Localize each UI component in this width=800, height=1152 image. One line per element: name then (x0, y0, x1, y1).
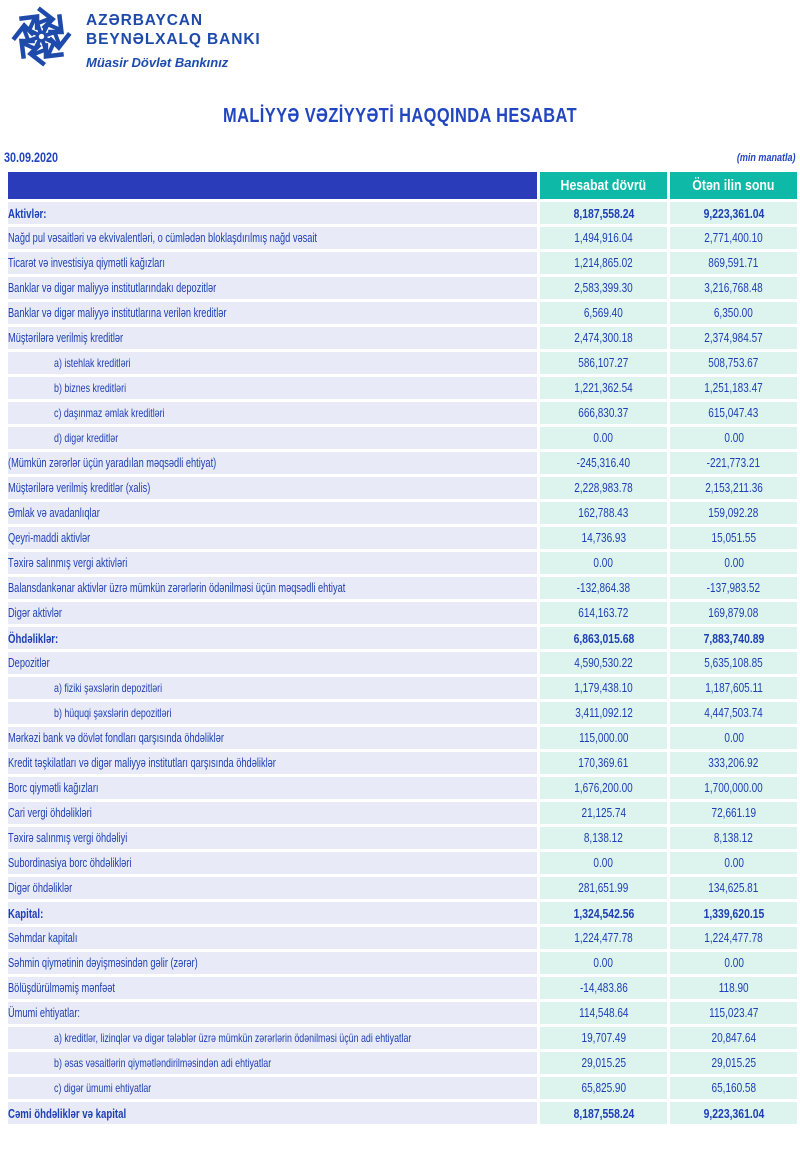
row-value-current (540, 377, 668, 399)
row-label-text: Mərkəzi bank və dövlət fondları qarşısında öhdəliklər (8, 731, 224, 745)
row-value-current (540, 827, 668, 849)
row-value-current (540, 402, 668, 424)
row-value-current-text: 162,788.43 (578, 506, 629, 520)
row-label-text: Bölüşdürülməmiş mənfəət (8, 981, 115, 995)
table-row (8, 1102, 797, 1124)
row-value-current (540, 952, 668, 974)
row-label-text: Müştərilərə verilmiş kreditlər (xalis) (8, 481, 151, 495)
row-value-current (540, 502, 668, 524)
row-value-previous-text: 15,051.55 (711, 531, 756, 545)
row-value-current-text: 14,736.93 (581, 531, 626, 545)
row-label-text: Təxirə salınmış vergi öhdəliyi (8, 831, 128, 845)
row-value-previous-text: 134,625.81 (708, 881, 759, 895)
table-row (8, 1052, 797, 1074)
table-row (8, 852, 797, 874)
row-value-current (540, 1052, 668, 1074)
row-value-current-text: 29,015.25 (581, 1056, 626, 1070)
row-label-text: b) hüquqi şəxslərin depozitləri (54, 706, 172, 720)
row-label-text: d) digər kreditlər (54, 431, 119, 445)
row-label (8, 527, 537, 549)
row-label (8, 552, 537, 574)
table-row (8, 1002, 797, 1024)
row-label (8, 227, 537, 249)
row-value-previous (670, 677, 797, 699)
row-value-previous (670, 627, 797, 649)
table-row (8, 752, 797, 774)
report-date: 30.09.2020 (4, 150, 59, 165)
row-value-current (540, 527, 668, 549)
row-value-previous-text: 508,753.67 (708, 356, 759, 370)
row-label-text: Kredit təşkilatları və digər maliyyə institutları qarşısında öhdəliklər (8, 756, 276, 770)
column-header-current (540, 172, 668, 199)
row-label (8, 977, 537, 999)
row-value-current-text: -132,864.38 (576, 581, 631, 595)
row-label (8, 902, 537, 924)
row-label-text: Balansdankənar aktivlər üzrə mümkün zərərlərin ödənilməsi üçün məqsədli ehtiyat (8, 581, 346, 595)
row-value-previous (670, 302, 797, 324)
row-label (8, 652, 537, 674)
row-label (8, 677, 537, 699)
row-value-previous (670, 577, 797, 599)
table-row (8, 502, 797, 524)
row-value-current (540, 777, 668, 799)
table-row (8, 677, 797, 699)
table-row (8, 827, 797, 849)
row-value-previous (670, 702, 797, 724)
row-label-text: Səhmin qiymətinin dəyişməsindən gəlir (zərər) (8, 956, 198, 970)
row-value-previous-text: 65,160.58 (711, 1081, 756, 1095)
bank-tagline: Müasir Dövlət Bankınız (86, 54, 229, 70)
row-value-current (540, 227, 668, 249)
row-value-current (540, 627, 668, 649)
row-label (8, 852, 537, 874)
table-row (8, 727, 797, 749)
row-value-previous-text: 0.00 (723, 731, 744, 745)
row-value-previous (670, 252, 797, 274)
row-value-previous-text: 0.00 (723, 556, 744, 570)
row-label-text: Səhmdar kapitalı (8, 931, 78, 945)
report-meta (4, 146, 796, 165)
table-header-row (8, 172, 797, 199)
table-row (8, 477, 797, 499)
row-value-previous-text: 615,047.43 (708, 406, 759, 420)
row-label (8, 927, 537, 949)
row-value-current (540, 727, 668, 749)
row-value-previous-text: 0.00 (723, 431, 744, 445)
table-row (8, 452, 797, 474)
row-value-current-text: 8,187,558.24 (573, 205, 635, 221)
row-label (8, 352, 537, 374)
unit-note: (min manatla) (737, 152, 796, 164)
row-value-current-text: 1,179,438.10 (574, 681, 633, 695)
row-label-text: c) digər ümumi ehtiyatlar (54, 1081, 152, 1095)
row-value-previous-text: 4,447,503.74 (704, 706, 763, 720)
row-value-previous (670, 552, 797, 574)
row-value-current (540, 752, 668, 774)
table-row (8, 327, 797, 349)
row-value-current (540, 927, 668, 949)
row-value-previous (670, 952, 797, 974)
row-value-previous (670, 227, 797, 249)
row-value-previous-text: 333,206.92 (708, 756, 759, 770)
brand-header (8, 3, 261, 70)
row-value-current-text: 3,411,092.12 (574, 706, 633, 720)
row-value-current-text: 586,107.27 (578, 356, 629, 370)
table-row (8, 402, 797, 424)
row-label (8, 202, 537, 224)
row-value-current-text: 6,863,015.68 (573, 630, 635, 646)
table-row (8, 577, 797, 599)
row-value-current-text: 1,324,542.56 (573, 905, 635, 921)
table-row (8, 652, 797, 674)
row-label-text: Cəmi öhdəliklər və kapital (8, 1105, 127, 1121)
row-value-current (540, 252, 668, 274)
financial-statement-table (5, 169, 800, 1127)
row-label-text: Qeyri-maddi aktivlər (8, 531, 91, 545)
table-row (8, 377, 797, 399)
table-row (8, 277, 797, 299)
row-value-previous (670, 877, 797, 899)
row-value-current-text: 0.00 (593, 856, 614, 870)
row-label (8, 1102, 537, 1124)
column-header-previous-label: Ötən ilin sonu (692, 177, 775, 194)
row-label (8, 702, 537, 724)
row-value-current-text: 2,583,399.30 (574, 281, 633, 295)
row-label (8, 302, 537, 324)
row-value-previous-text: 1,339,620.15 (703, 905, 765, 921)
row-label-text: Nağd pul vəsaitləri və ekvivalentləri, o cümlədən bloklaşdırılmış nağd vəsait (8, 231, 318, 245)
table-row (8, 627, 797, 649)
row-value-current (540, 352, 668, 374)
row-label (8, 577, 537, 599)
row-value-previous (670, 402, 797, 424)
row-value-current (540, 477, 668, 499)
header-spacer-cell (8, 172, 537, 199)
row-value-current (540, 977, 668, 999)
row-label-text: Subordinasiya borc öhdəlikləri (8, 856, 132, 870)
row-value-current (540, 1102, 668, 1124)
table-body (8, 202, 797, 1124)
row-value-current-text: 0.00 (593, 956, 614, 970)
row-label-text: Digər aktivlər (8, 606, 62, 620)
row-value-current (540, 1027, 668, 1049)
row-label (8, 877, 537, 899)
row-value-previous (670, 827, 797, 849)
row-value-previous-text: 0.00 (723, 956, 744, 970)
row-label-text: Təxirə salınmış vergi aktivləri (8, 556, 128, 570)
row-value-previous-text: 1,187,605.11 (704, 681, 763, 695)
row-label-text: b) əsas vəsaitlərin qiymətləndirilməsindən adi ehtiyatlar (54, 1056, 272, 1070)
row-value-previous (670, 427, 797, 449)
row-value-current (540, 677, 668, 699)
table-row (8, 527, 797, 549)
row-value-current (540, 327, 668, 349)
row-label (8, 752, 537, 774)
row-value-previous-text: 869,591.71 (708, 256, 759, 270)
row-value-current-text: 2,474,300.18 (574, 331, 633, 345)
row-value-previous-text: 29,015.25 (711, 1056, 756, 1070)
table-row (8, 602, 797, 624)
row-value-current-text: -245,316.40 (576, 456, 631, 470)
row-value-previous-text: -221,773.21 (707, 456, 761, 470)
row-value-current-text: 6,569.40 (584, 306, 624, 320)
row-value-current (540, 1002, 668, 1024)
table-row (8, 902, 797, 924)
row-value-previous-text: 5,635,108.85 (704, 656, 763, 670)
table-row (8, 802, 797, 824)
row-value-previous (670, 852, 797, 874)
row-label (8, 827, 537, 849)
row-value-previous (670, 352, 797, 374)
row-value-previous-text: 2,374,984.57 (704, 331, 763, 345)
row-label-text: a) kreditlər, lizinqlər və digər tələblər üzrə mümkün zərərlərin ödənilməsi üçün adi ehtiyatlar (54, 1031, 412, 1045)
row-value-current-text: -14,483.86 (579, 981, 628, 995)
row-value-current (540, 427, 668, 449)
table-row (8, 777, 797, 799)
row-label-text: c) daşınmaz əmlak kreditləri (54, 406, 165, 420)
row-label (8, 252, 537, 274)
row-value-previous-text: 72,661.19 (711, 806, 756, 820)
row-value-current (540, 1077, 668, 1099)
row-value-previous (670, 602, 797, 624)
row-label-text: Ticarət və investisiya qiymətli kağızları (8, 256, 165, 270)
table-row (8, 427, 797, 449)
table-row (8, 302, 797, 324)
table-row (8, 252, 797, 274)
row-label (8, 802, 537, 824)
row-value-previous (670, 927, 797, 949)
row-value-previous (670, 752, 797, 774)
row-label (8, 777, 537, 799)
row-value-current-text: 4,590,530.22 (574, 656, 633, 670)
row-value-current-text: 1,214,865.02 (574, 256, 633, 270)
row-label-text: Borc qiymətli kağızları (8, 781, 99, 795)
row-label (8, 1052, 537, 1074)
row-value-current (540, 802, 668, 824)
table-row (8, 352, 797, 374)
row-value-previous (670, 802, 797, 824)
row-value-previous-text: 2,153,211.36 (704, 481, 763, 495)
row-label-text: (Mümkün zərərlər üçün yaradılan məqsədli ehtiyat) (8, 456, 217, 470)
row-label-text: Kapital: (8, 905, 44, 921)
row-value-current (540, 577, 668, 599)
row-value-previous-text: 1,700,000.00 (704, 781, 763, 795)
row-value-previous-text: -137,983.52 (707, 581, 761, 595)
row-label-text: Aktivlər: (8, 205, 47, 221)
row-value-current-text: 170,369.61 (578, 756, 629, 770)
row-value-previous (670, 1027, 797, 1049)
row-value-current (540, 652, 668, 674)
row-label-text: Ümumi ehtiyatlar: (8, 1006, 80, 1020)
row-label (8, 377, 537, 399)
row-value-current (540, 602, 668, 624)
row-value-current (540, 277, 668, 299)
row-value-previous (670, 777, 797, 799)
row-value-current-text: 8,187,558.24 (573, 1105, 635, 1121)
row-value-previous-text: 169,879.08 (708, 606, 759, 620)
table-row (8, 552, 797, 574)
row-value-current-text: 114,548.64 (578, 1006, 629, 1020)
row-value-current (540, 852, 668, 874)
row-label (8, 452, 537, 474)
row-label (8, 327, 537, 349)
row-value-current-text: 19,707.49 (581, 1031, 626, 1045)
row-label (8, 402, 537, 424)
row-value-previous (670, 202, 797, 224)
row-label (8, 1027, 537, 1049)
row-label (8, 427, 537, 449)
row-value-current (540, 877, 668, 899)
row-label (8, 727, 537, 749)
row-label (8, 627, 537, 649)
row-value-previous-text: 20,847.64 (711, 1031, 756, 1045)
row-value-current-text: 614,163.72 (578, 606, 629, 620)
row-value-previous (670, 652, 797, 674)
row-value-previous-text: 0.00 (723, 856, 744, 870)
row-value-previous-text: 9,223,361.04 (703, 1105, 765, 1121)
row-value-previous (670, 727, 797, 749)
row-label-text: Digər öhdəliklər (8, 881, 73, 895)
row-label-text: a) istehlak kreditləri (54, 356, 131, 370)
row-label (8, 477, 537, 499)
row-label-text: Depozitlər (8, 656, 50, 670)
row-value-current-text: 0.00 (593, 431, 614, 445)
page-title: MALİYYƏ VƏZİYYƏTİ HAQQINDA HESABAT (223, 105, 577, 127)
row-value-current-text: 65,825.90 (581, 1081, 626, 1095)
row-label (8, 1077, 537, 1099)
brand-text (86, 3, 261, 70)
row-label (8, 602, 537, 624)
row-label-text: Cari vergi öhdəlikləri (8, 806, 92, 820)
bank-name-line1: AZƏRBAYCAN (86, 12, 203, 29)
table-row (8, 702, 797, 724)
table-row (8, 1077, 797, 1099)
row-value-previous-text: 159,092.28 (708, 506, 759, 520)
row-value-previous (670, 977, 797, 999)
row-label (8, 952, 537, 974)
table-row (8, 927, 797, 949)
row-value-previous-text: 8,138.12 (714, 831, 754, 845)
row-value-current-text: 1,676,200.00 (574, 781, 633, 795)
row-value-previous-text: 7,883,740.89 (703, 630, 765, 646)
bank-name-line2: BEYNƏLXALQ BANKI (86, 30, 261, 48)
row-value-current-text: 666,830.37 (578, 406, 629, 420)
row-value-previous (670, 477, 797, 499)
row-value-current-text: 115,000.00 (578, 731, 629, 745)
row-value-previous-text: 2,771,400.10 (704, 231, 763, 245)
row-value-current-text: 281,651.99 (578, 881, 629, 895)
row-label-text: Əmlak və avadanlıqlar (8, 506, 100, 520)
row-value-previous (670, 1002, 797, 1024)
table-row (8, 227, 797, 249)
row-label-text: b) biznes kreditləri (54, 381, 127, 395)
row-label (8, 502, 537, 524)
row-value-previous (670, 527, 797, 549)
table-row (8, 952, 797, 974)
row-label-text: a) fiziki şəxslərin depozitləri (54, 681, 163, 695)
row-value-current-text: 2,228,983.78 (574, 481, 633, 495)
row-value-current-text: 8,138.12 (584, 831, 624, 845)
row-value-current-text: 1,224,477.78 (574, 931, 633, 945)
row-value-previous (670, 902, 797, 924)
row-value-current-text: 1,494,916.04 (574, 231, 633, 245)
row-value-previous (670, 502, 797, 524)
column-header-current-label: Hesabat dövrü (560, 177, 647, 194)
row-value-previous-text: 9,223,361.04 (703, 205, 765, 221)
row-label-text: Öhdəliklər: (8, 630, 59, 646)
row-value-previous-text: 118.90 (718, 981, 749, 995)
column-header-previous (670, 172, 797, 199)
row-value-current (540, 902, 668, 924)
row-value-current-text: 0.00 (593, 556, 614, 570)
row-value-current-text: 21,125.74 (581, 806, 626, 820)
row-value-previous-text: 3,216,768.48 (704, 281, 763, 295)
row-value-previous-text: 1,251,183.47 (704, 381, 763, 395)
row-value-current (540, 452, 668, 474)
table-row (8, 977, 797, 999)
row-value-current (540, 552, 668, 574)
row-value-previous-text: 1,224,477.78 (704, 931, 763, 945)
row-value-previous-text: 6,350.00 (714, 306, 754, 320)
row-label (8, 277, 537, 299)
row-value-previous (670, 377, 797, 399)
row-value-previous-text: 115,023.47 (709, 1006, 759, 1020)
row-value-previous (670, 452, 797, 474)
row-value-previous (670, 1052, 797, 1074)
row-label-text: Müştərilərə verilmiş kreditlər (8, 331, 124, 345)
row-value-current (540, 302, 668, 324)
table-row (8, 1027, 797, 1049)
table-row (8, 202, 797, 224)
row-value-current (540, 702, 668, 724)
bank-logo-icon (8, 3, 75, 70)
row-label-text: Banklar və digər maliyyə institutlarına verilən kreditlər (8, 306, 227, 320)
row-value-current-text: 1,221,362.54 (574, 381, 633, 395)
row-value-previous (670, 1102, 797, 1124)
row-value-current (540, 202, 668, 224)
row-value-previous (670, 277, 797, 299)
row-label (8, 1002, 537, 1024)
row-label-text: Banklar və digər maliyyə institutlarındakı depozitlər (8, 281, 217, 295)
table-row (8, 877, 797, 899)
row-value-previous (670, 327, 797, 349)
row-value-previous (670, 1077, 797, 1099)
